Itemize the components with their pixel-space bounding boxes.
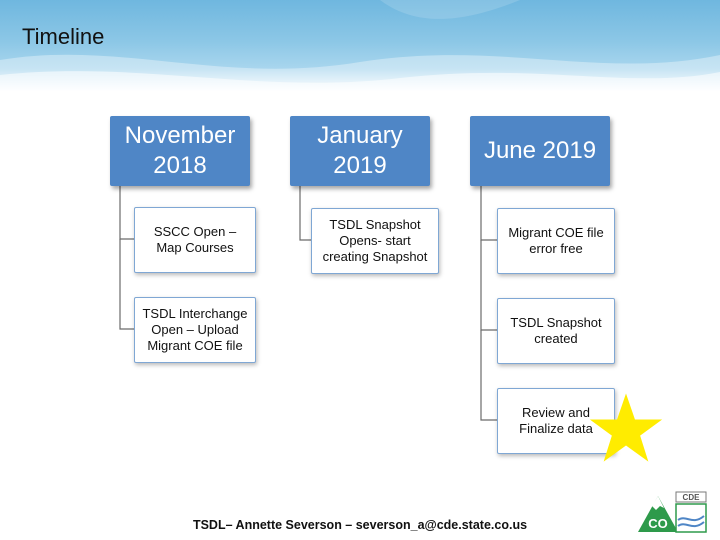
task-tsdl-snapshot-opens: TSDL Snapshot Opens- start creating Snapshot (311, 208, 439, 274)
footer-contact: TSDL– Annette Severson – severson_a@cde.state.co.us (192, 518, 528, 532)
month-january-2019: January 2019 (290, 116, 430, 186)
page-title: Timeline (22, 24, 105, 49)
task-sscc-open: SSCC Open – Map Courses (134, 207, 256, 273)
task-tsdl-interchange: TSDL Interchange Open – Upload Migrant COE file (134, 297, 256, 363)
logo-letters: CO (648, 516, 668, 531)
task-migrant-coe-error-free: Migrant COE file error free (497, 208, 615, 274)
cde-colorado-logo (636, 488, 710, 534)
logo-top-text: CDE (682, 493, 700, 502)
month-november-2018: November 2018 (110, 116, 250, 186)
task-tsdl-snapshot-created: TSDL Snapshot created (497, 298, 615, 364)
month-june-2019: June 2019 (470, 116, 610, 186)
task-review-finalize-data: Review and Finalize data (497, 388, 615, 454)
star-icon (588, 392, 664, 468)
